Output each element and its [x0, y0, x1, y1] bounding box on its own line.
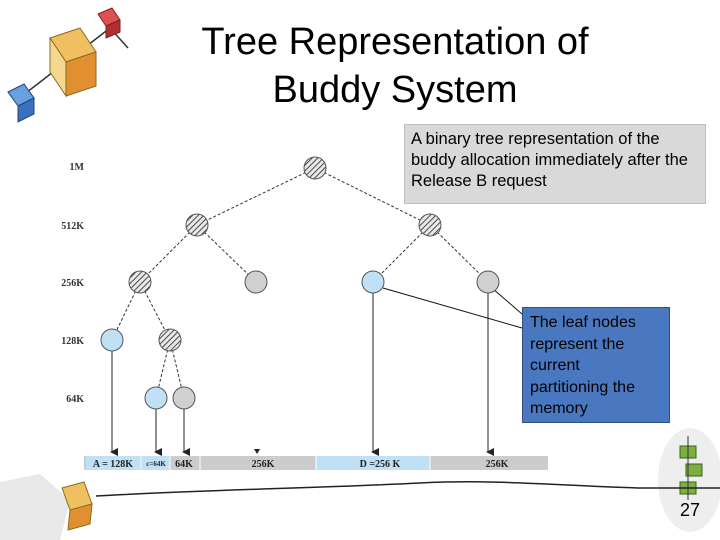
block-64k-label: 64K — [175, 459, 193, 470]
page-number: 27 — [679, 500, 700, 520]
node-512k-right — [419, 214, 441, 236]
level-label-256k: 256K — [61, 278, 84, 289]
free-block-marker-icon — [254, 449, 260, 454]
title-line-1: Tree Representation of — [201, 21, 589, 63]
block-c-label: c=64K — [146, 460, 166, 468]
tree-description-callout: A binary tree representation of the buddy allocation immediately after the Release B request — [404, 124, 706, 204]
node-128k-2 — [159, 329, 181, 351]
level-label-512k: 512K — [61, 221, 84, 232]
block-d-label: D =256 K — [359, 459, 401, 470]
node-256k-1 — [129, 271, 151, 293]
bottom-divider — [96, 482, 720, 496]
callout-connectors — [383, 288, 522, 328]
level-label-128k: 128K — [61, 336, 84, 347]
node-64k-2 — [173, 387, 195, 409]
block-a-label: A = 128K — [92, 459, 134, 470]
block-256k-free-label: 256K — [251, 459, 275, 470]
block-256k-right-label: 256K — [485, 459, 509, 470]
slide-title — [130, 18, 660, 114]
leaf-arrows — [112, 293, 488, 452]
node-256k-3 — [362, 271, 384, 293]
node-128k-1 — [101, 329, 123, 351]
clipart-hand-icon — [0, 474, 92, 540]
node-256k-2 — [245, 271, 267, 293]
level-label-1m: 1M — [69, 162, 84, 173]
leaf-nodes-callout: The leaf nodes represent the current partitioning the memory — [522, 307, 670, 423]
node-1m — [304, 157, 326, 179]
title-line-2: Buddy System — [272, 69, 518, 111]
clipart-cubes-icon — [8, 8, 128, 122]
node-512k-left — [186, 214, 208, 236]
level-label-64k: 64K — [66, 394, 84, 405]
node-64k-1 — [145, 387, 167, 409]
node-256k-4 — [477, 271, 499, 293]
